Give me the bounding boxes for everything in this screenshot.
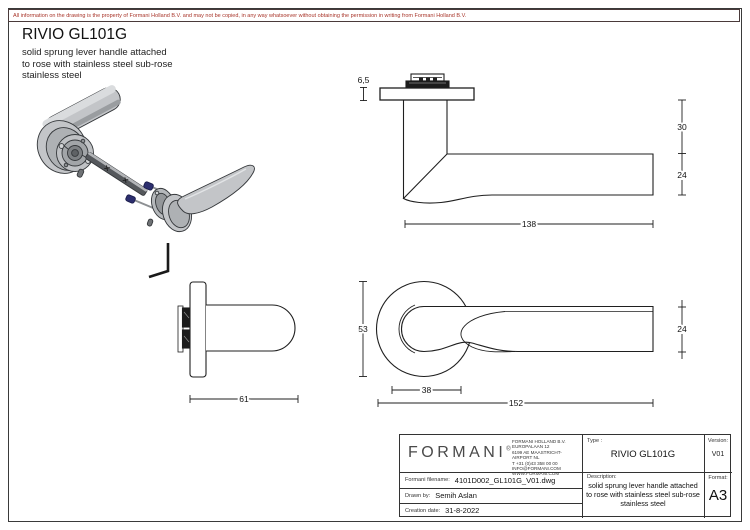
dim-label: 6,5 (357, 75, 370, 85)
exploded-spindle (85, 152, 148, 196)
version-value: V01 (711, 451, 725, 458)
formani-logo (408, 444, 511, 462)
type-label: Type : (587, 438, 603, 444)
description-line: stainless steel (620, 499, 666, 508)
address-line: WWW.FORMANI.COM (512, 471, 560, 477)
exploded-view-drawing (28, 84, 254, 277)
drawn-by-label: Drawn by: (405, 492, 431, 499)
logo-registered-mark: ® (506, 446, 511, 453)
format-value: A3 (708, 487, 728, 504)
address-line: FORMANI HOLLAND B.V. (512, 439, 566, 444)
top-view-drawing (358, 74, 687, 229)
description-cell (582, 472, 704, 518)
disclaimer-text: All information on the drawing is the property of Formani Holland B.V. and may not be copied, in any way whatsoever without obtaining the permission in writing from Formani Holland B.V. (13, 13, 467, 19)
logo-text: FORMANI (408, 444, 507, 461)
version-cell (704, 435, 732, 472)
dim-lever-length (405, 219, 653, 229)
dim-lever-height (677, 300, 687, 359)
filename-row (400, 472, 587, 488)
title-block (399, 434, 731, 517)
dim-label: 53 (358, 324, 368, 334)
drawn-by-value: Semih Aslan (435, 491, 477, 500)
version-label: Version: (707, 438, 729, 444)
dim-label: 24 (677, 170, 687, 180)
description-label: Description: (587, 474, 617, 480)
creation-date-row (400, 503, 587, 518)
allen-key (149, 243, 168, 277)
dim-rose-height (358, 75, 370, 101)
address-line: INFO@FORMANI.COM (512, 466, 561, 472)
dim-label: 138 (521, 219, 537, 229)
dim-label: 24 (677, 324, 687, 334)
dim-label: 38 (421, 385, 432, 395)
dim-label: 61 (239, 394, 249, 404)
front-view-drawing (358, 282, 687, 409)
description-line: to rose with stainless steel sub-rose (586, 490, 700, 499)
address-line: T +31 (0)43 358 00 00 (512, 460, 558, 466)
address-line: 6199 AE MAASTRICHT-AIRPORT NL (512, 449, 562, 461)
dim-subrose-width (392, 385, 461, 395)
side-view-drawing (178, 282, 298, 404)
dim-rose-diameter (358, 282, 368, 377)
dim-neck-and-thickness (677, 100, 687, 195)
dim-overall-length (378, 398, 653, 408)
dim-label: 152 (508, 398, 524, 408)
format-label: Format: (708, 475, 728, 481)
filename-value: 4101D002_GL101G_V01.dwg (454, 475, 556, 485)
description-line: solid sprung lever handle attached (22, 47, 167, 58)
description-line: stainless steel (22, 70, 82, 81)
type-cell (582, 435, 704, 472)
description-line: solid sprung lever handle attached (588, 481, 698, 490)
description-value (582, 481, 704, 508)
dim-projection (190, 394, 298, 404)
exploded-right-handle (147, 165, 255, 235)
page-title: RIVIO GL101G (22, 26, 128, 43)
creation-date-label: Creation date: (405, 507, 441, 514)
type-value: RIVIO GL101G (610, 449, 676, 460)
format-cell (704, 472, 732, 518)
dim-label: 30 (677, 122, 687, 132)
description-line: to rose with stainless steel sub-rose (22, 58, 173, 70)
address-line: EUROPALAAN 12 (512, 444, 550, 450)
creation-date-value: 31-8-2022 (445, 506, 480, 515)
filename-label: Formani filename: (405, 477, 450, 483)
drawn-by-row (400, 488, 587, 503)
